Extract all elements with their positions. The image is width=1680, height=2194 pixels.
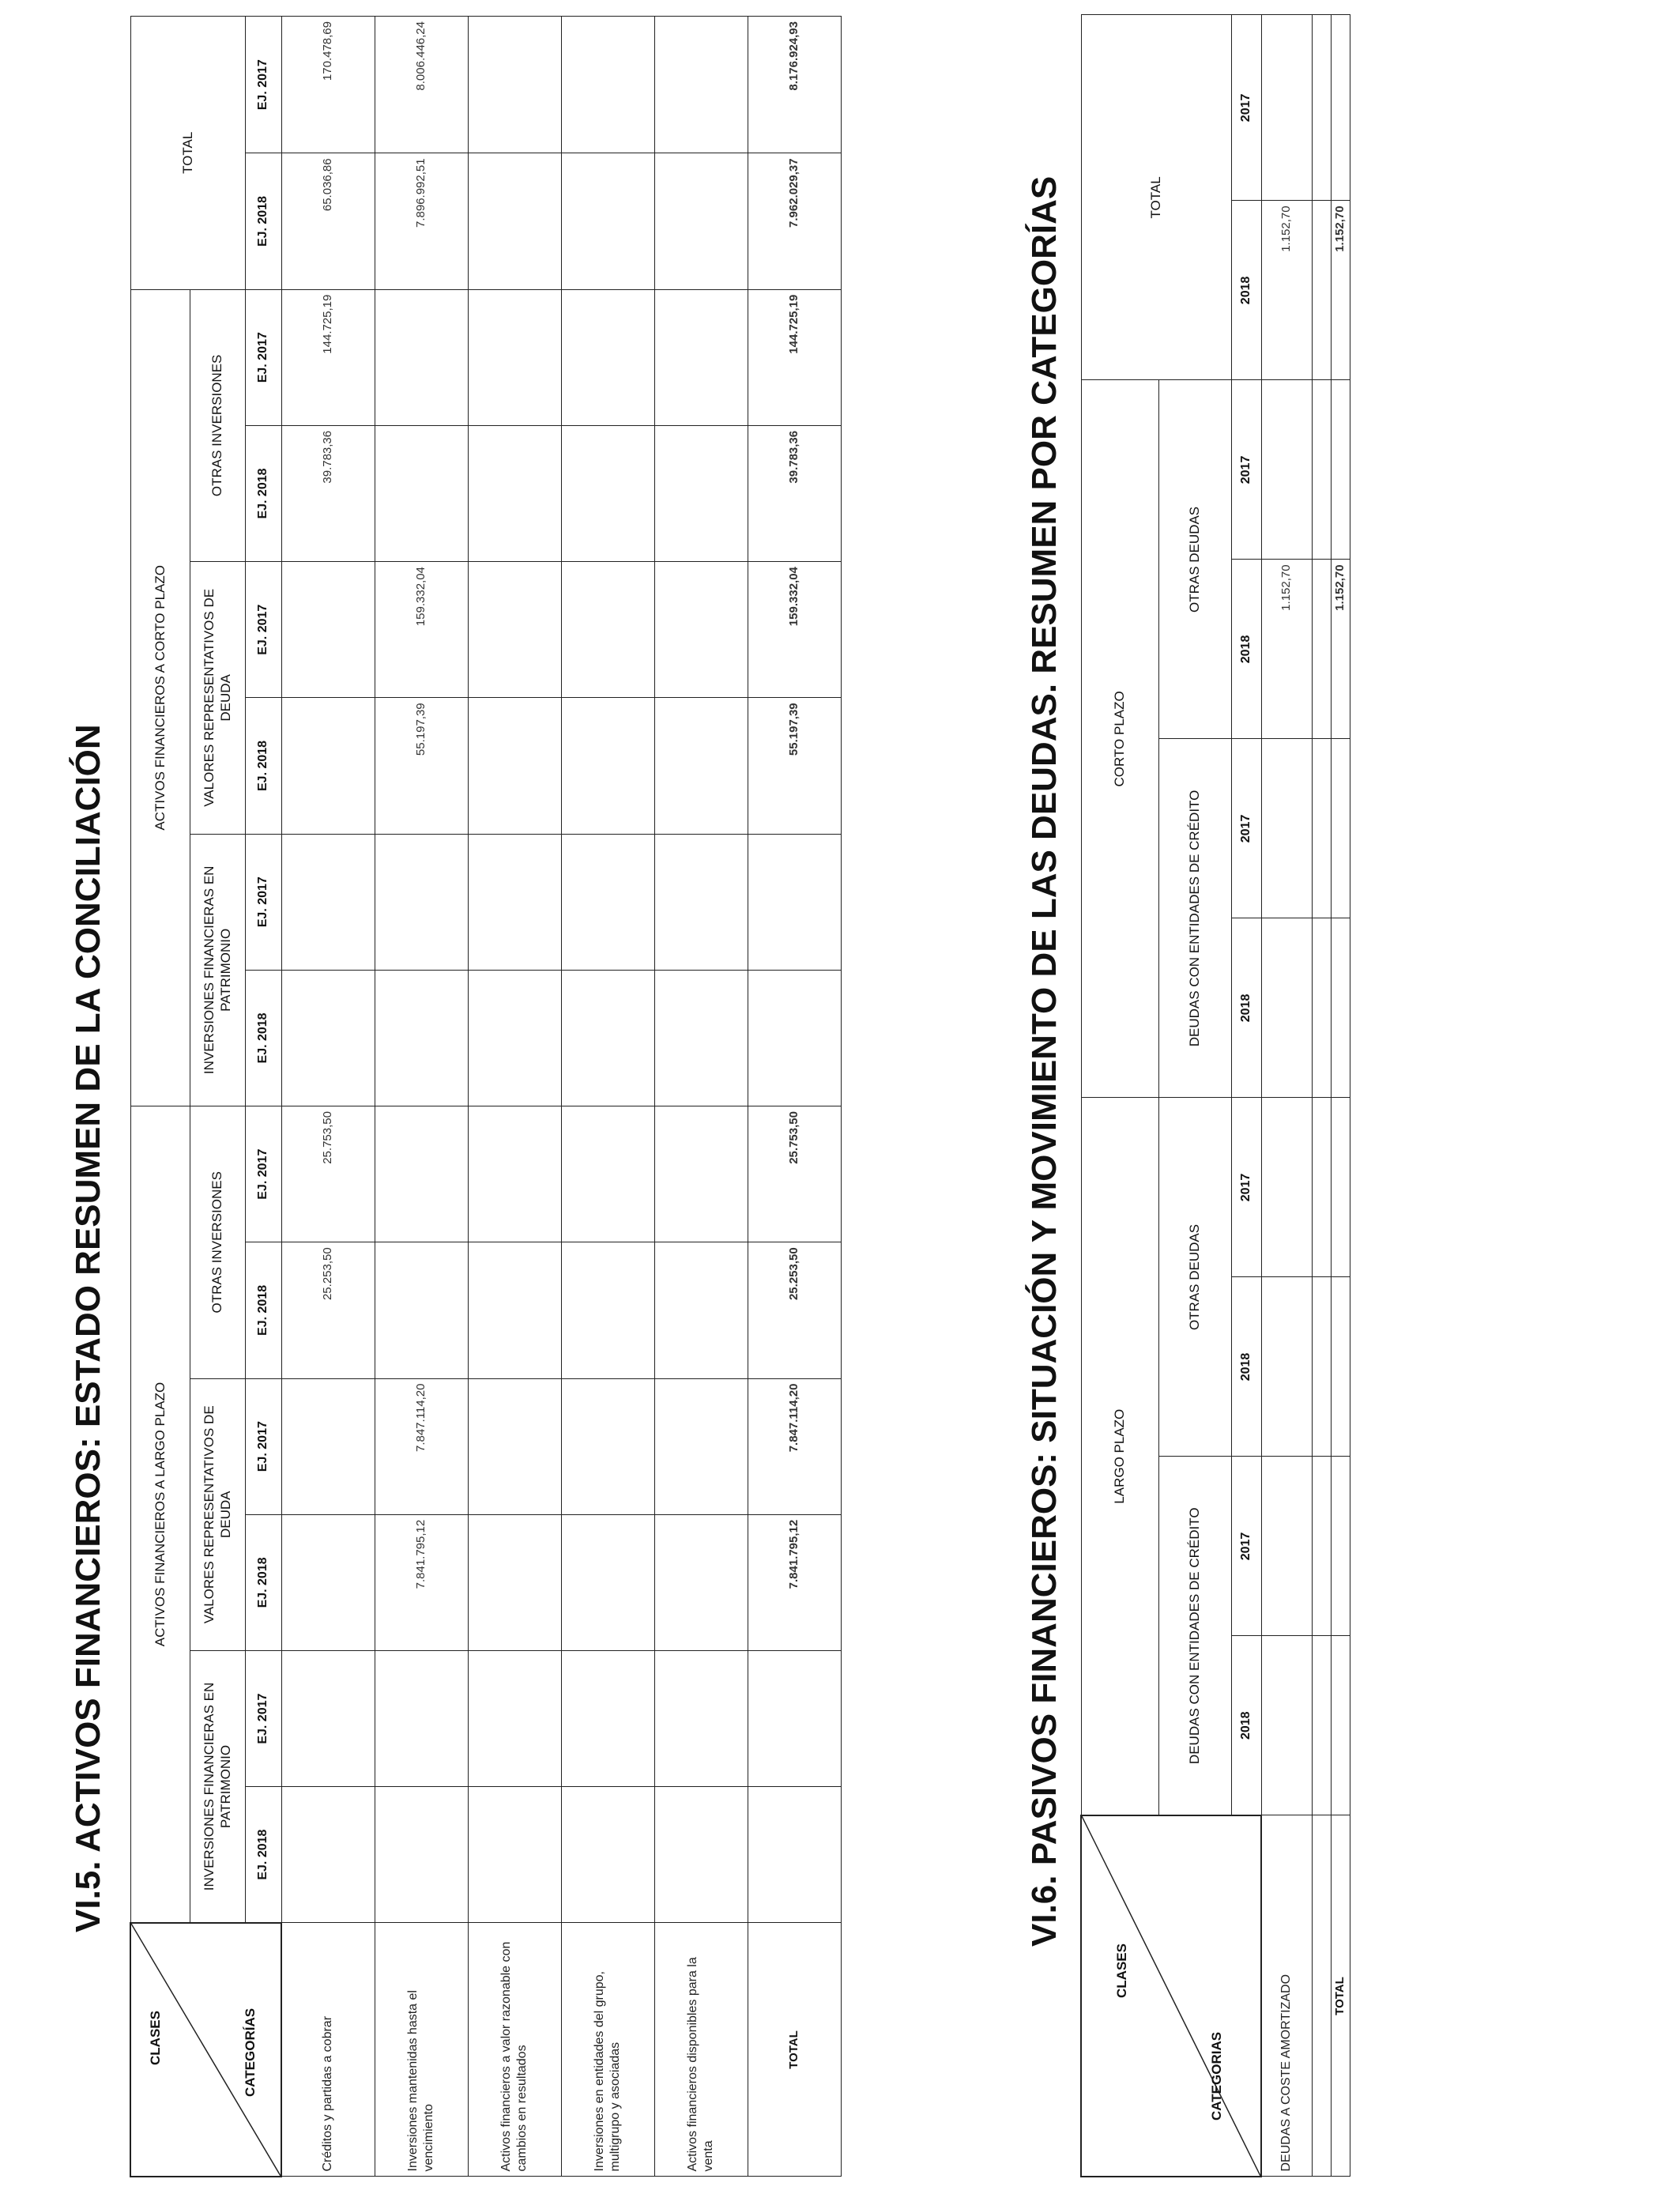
table-cell bbox=[281, 1787, 375, 1923]
table-cell bbox=[468, 698, 561, 834]
vi5-lp-otras-inversiones: OTRAS INVERSIONES bbox=[190, 1106, 245, 1378]
row-label: Activos financieros a valor razonable con cambios en resultados bbox=[468, 1923, 561, 2177]
table-cell bbox=[1261, 1277, 1312, 1457]
table-cell bbox=[281, 1651, 375, 1787]
year-header: EJ. 2017 bbox=[245, 1378, 281, 1514]
table-cell bbox=[561, 834, 654, 970]
table-cell bbox=[468, 1242, 561, 1378]
year-header: 2017 bbox=[1231, 1457, 1261, 1636]
table-cell bbox=[468, 970, 561, 1106]
table-cell: 39.783,36 bbox=[281, 425, 375, 561]
table-cell: 1.152,70 bbox=[1331, 560, 1350, 739]
table-cell bbox=[375, 1106, 468, 1242]
table-cell bbox=[375, 425, 468, 561]
table-cell bbox=[468, 425, 561, 561]
year-header: 2018 bbox=[1231, 201, 1261, 380]
table-cell bbox=[654, 834, 748, 970]
year-header: EJ. 2017 bbox=[245, 1651, 281, 1787]
table-cell bbox=[654, 17, 748, 153]
year-header: EJ. 2018 bbox=[245, 153, 281, 289]
table-cell bbox=[1261, 1098, 1312, 1277]
table-cell bbox=[654, 1242, 748, 1378]
table-cell bbox=[1261, 918, 1312, 1098]
table-cell bbox=[654, 1787, 748, 1923]
table-cell bbox=[561, 1242, 654, 1378]
table-cell bbox=[561, 153, 654, 289]
table-cell: 8.006.446,24 bbox=[375, 17, 468, 153]
vi6-title: VI.6. PASIVOS FINANCIEROS: SITUACIÓN Y MOVIMIENTO DE LAS DEUDAS. RESUMEN POR CATEGORÍAS bbox=[1025, 175, 1064, 1947]
year-header: EJ. 2018 bbox=[245, 970, 281, 1106]
table-cell bbox=[1261, 15, 1312, 201]
vi5-categorias-label: CATEGORÍAS bbox=[243, 2007, 258, 2097]
vi6-corner-cell bbox=[1081, 1815, 1261, 2177]
row-label: Activos financieros disponibles para la venta bbox=[654, 1923, 748, 2177]
vi5-cp-otras-inversiones: OTRAS INVERSIONES bbox=[190, 289, 245, 561]
table-cell bbox=[1312, 739, 1331, 918]
year-header: 2018 bbox=[1231, 1636, 1261, 1815]
year-header: EJ. 2017 bbox=[245, 562, 281, 698]
year-header: EJ. 2018 bbox=[245, 1514, 281, 1650]
table-cell: 7.841.795,12 bbox=[375, 1514, 468, 1650]
table-cell bbox=[468, 834, 561, 970]
table-cell bbox=[1312, 918, 1331, 1098]
table-cell bbox=[561, 425, 654, 561]
vi6-cp-deudas-credito: DEUDAS CON ENTIDADES DE CRÉDITO bbox=[1158, 739, 1231, 1098]
table-cell bbox=[468, 1378, 561, 1514]
vi6-cp-otras-deudas: OTRAS DEUDAS bbox=[1158, 380, 1231, 739]
table-cell bbox=[468, 1651, 561, 1787]
table-row bbox=[468, 17, 561, 2177]
table-cell bbox=[561, 1651, 654, 1787]
year-header: 2017 bbox=[1231, 15, 1261, 201]
table-cell: 1.152,70 bbox=[1261, 560, 1312, 739]
year-header: EJ. 2017 bbox=[245, 834, 281, 970]
table-cell bbox=[1312, 1098, 1331, 1277]
table-cell bbox=[375, 1242, 468, 1378]
vi5-table-wrap bbox=[130, 16, 842, 2177]
table-cell bbox=[1261, 739, 1312, 918]
table-cell bbox=[654, 153, 748, 289]
table-cell: 55.197,39 bbox=[375, 698, 468, 834]
year-header: 2018 bbox=[1231, 1277, 1261, 1457]
vi5-corner-cell bbox=[130, 1923, 281, 2177]
year-header: EJ. 2018 bbox=[245, 425, 281, 561]
table-cell bbox=[561, 17, 654, 153]
table-cell bbox=[1261, 1636, 1312, 1815]
table-cell bbox=[1312, 201, 1331, 380]
table-cell bbox=[561, 289, 654, 425]
table-cell bbox=[281, 1378, 375, 1514]
table-cell bbox=[1331, 15, 1350, 201]
year-header: 2017 bbox=[1231, 380, 1261, 560]
table-cell bbox=[748, 1787, 841, 1923]
table-cell bbox=[1331, 1636, 1350, 1815]
table-cell: 25.753,50 bbox=[281, 1106, 375, 1242]
table-cell: 7.896.992,51 bbox=[375, 153, 468, 289]
vi5-table bbox=[130, 16, 842, 2177]
vi5-cp-inv-patrimonio: INVERSIONES FINANCIERAS EN PATRIMONIO bbox=[190, 834, 245, 1106]
vi5-lp-valores-deuda: VALORES REPRESENTATIVOS DE DEUDA bbox=[190, 1378, 245, 1650]
table-cell bbox=[654, 1106, 748, 1242]
table-cell: 1.152,70 bbox=[1261, 201, 1312, 380]
vi5-corto-plazo-header: ACTIVOS FINANCIEROS A CORTO PLAZO bbox=[130, 289, 190, 1106]
table-cell bbox=[1331, 380, 1350, 560]
table-row bbox=[1261, 15, 1312, 2177]
row-label: Inversiones mantenidas hasta el vencimiento bbox=[375, 1923, 468, 2177]
vi6-body bbox=[1261, 15, 1350, 2177]
table-cell: 7.841.795,12 bbox=[748, 1514, 841, 1650]
table-cell bbox=[748, 1651, 841, 1787]
vi6-table-wrap bbox=[1080, 14, 1350, 2177]
table-cell bbox=[561, 698, 654, 834]
table-cell bbox=[281, 562, 375, 698]
table-row bbox=[654, 17, 748, 2177]
table-cell bbox=[1331, 1098, 1350, 1277]
table-row bbox=[281, 17, 375, 2177]
table-cell bbox=[281, 970, 375, 1106]
year-header: EJ. 2017 bbox=[245, 1106, 281, 1242]
vi5-body bbox=[281, 17, 841, 2177]
table-row bbox=[1331, 15, 1350, 2177]
vi5-cp-valores-deuda: VALORES REPRESENTATIVOS DE DEUDA bbox=[190, 562, 245, 834]
table-cell bbox=[561, 1514, 654, 1650]
year-header: 2018 bbox=[1231, 560, 1261, 739]
table-cell bbox=[375, 970, 468, 1106]
table-row bbox=[375, 17, 468, 2177]
table-cell: 25.753,50 bbox=[748, 1106, 841, 1242]
table-cell: 144.725,19 bbox=[281, 289, 375, 425]
row-label: TOTAL bbox=[1331, 1815, 1350, 2177]
table-cell: 7.847.114,20 bbox=[748, 1378, 841, 1514]
table-cell bbox=[281, 834, 375, 970]
row-label: Inversiones en entidades del grupo, multigrupo y asociadas bbox=[561, 1923, 654, 2177]
vi6-lp-deudas-credito: DEUDAS CON ENTIDADES DE CRÉDITO bbox=[1158, 1457, 1231, 1815]
vi6-corto-plazo-header: CORTO PLAZO bbox=[1081, 380, 1158, 1098]
table-cell: 170.478,69 bbox=[281, 17, 375, 153]
table-cell bbox=[375, 289, 468, 425]
vi6-clases-label: CLASES bbox=[1114, 1943, 1129, 1998]
table-cell bbox=[1261, 1457, 1312, 1636]
table-cell bbox=[281, 1514, 375, 1650]
table-cell bbox=[561, 562, 654, 698]
year-header: EJ. 2017 bbox=[245, 289, 281, 425]
vi5-total-header: TOTAL bbox=[130, 17, 245, 290]
vi6-largo-plazo-header: LARGO PLAZO bbox=[1081, 1098, 1158, 1815]
table-cell bbox=[748, 834, 841, 970]
table-cell bbox=[468, 289, 561, 425]
vi6-table bbox=[1080, 14, 1350, 2177]
table-cell bbox=[1312, 1636, 1331, 1815]
table-cell bbox=[654, 1514, 748, 1650]
table-cell bbox=[1312, 380, 1331, 560]
table-cell bbox=[1312, 15, 1331, 201]
table-cell bbox=[654, 1651, 748, 1787]
table-cell bbox=[654, 425, 748, 561]
table-cell bbox=[654, 289, 748, 425]
table-cell bbox=[468, 1787, 561, 1923]
table-cell bbox=[1331, 1277, 1350, 1457]
row-label: DEUDAS A COSTE AMORTIZADO bbox=[1261, 1815, 1312, 2177]
table-cell: 7.847.114,20 bbox=[375, 1378, 468, 1514]
table-cell bbox=[1312, 1277, 1331, 1457]
table-cell bbox=[561, 1787, 654, 1923]
table-cell bbox=[468, 153, 561, 289]
vi5-title: VI.5. ACTIVOS FINANCIEROS: ESTADO RESUMEN DE LA CONCILIACIÓN bbox=[69, 724, 107, 1932]
table-cell bbox=[654, 698, 748, 834]
year-header: EJ. 2017 bbox=[245, 17, 281, 153]
table-cell bbox=[654, 970, 748, 1106]
table-cell bbox=[468, 1106, 561, 1242]
table-cell: 39.783,36 bbox=[748, 425, 841, 561]
table-cell: 1.152,70 bbox=[1331, 201, 1350, 380]
table-row bbox=[561, 17, 654, 2177]
table-cell bbox=[1331, 918, 1350, 1098]
table-cell bbox=[468, 1514, 561, 1650]
table-cell bbox=[281, 698, 375, 834]
table-cell bbox=[375, 1651, 468, 1787]
table-cell: 55.197,39 bbox=[748, 698, 841, 834]
table-cell bbox=[654, 562, 748, 698]
table-cell bbox=[375, 1787, 468, 1923]
row-label bbox=[1312, 1815, 1331, 2177]
table-cell bbox=[748, 970, 841, 1106]
table-cell bbox=[1331, 1457, 1350, 1636]
row-label: TOTAL bbox=[748, 1923, 841, 2177]
year-header: EJ. 2018 bbox=[245, 1242, 281, 1378]
year-header: EJ. 2018 bbox=[245, 1787, 281, 1923]
table-cell bbox=[1312, 1457, 1331, 1636]
table-cell bbox=[375, 834, 468, 970]
year-header: 2017 bbox=[1231, 1098, 1261, 1277]
vi6-categorias-label: CATEGORIAS bbox=[1209, 2031, 1224, 2120]
table-cell bbox=[561, 970, 654, 1106]
table-cell: 25.253,50 bbox=[281, 1242, 375, 1378]
table-cell bbox=[561, 1106, 654, 1242]
table-cell bbox=[468, 562, 561, 698]
row-label: Créditos y partidas a cobrar bbox=[281, 1923, 375, 2177]
table-cell bbox=[1331, 739, 1350, 918]
table-cell: 7.962.029,37 bbox=[748, 153, 841, 289]
table-cell: 25.253,50 bbox=[748, 1242, 841, 1378]
table-cell bbox=[1261, 380, 1312, 560]
table-cell bbox=[1312, 560, 1331, 739]
table-cell: 144.725,19 bbox=[748, 289, 841, 425]
table-cell: 65.036,86 bbox=[281, 153, 375, 289]
table-row bbox=[748, 17, 841, 2177]
table-cell: 159.332,04 bbox=[375, 562, 468, 698]
year-header: EJ. 2018 bbox=[245, 698, 281, 834]
vi6-total-header: TOTAL bbox=[1081, 15, 1231, 380]
year-header: 2018 bbox=[1231, 918, 1261, 1098]
vi5-clases-label: CLASES bbox=[148, 2011, 163, 2065]
year-header: 2017 bbox=[1231, 739, 1261, 918]
table-cell bbox=[654, 1378, 748, 1514]
table-cell bbox=[468, 17, 561, 153]
table-cell: 8.176.924,93 bbox=[748, 17, 841, 153]
vi5-lp-inv-patrimonio: INVERSIONES FINANCIERAS EN PATRIMONIO bbox=[190, 1651, 245, 1923]
vi5-largo-plazo-header: ACTIVOS FINANCIEROS A LARGO PLAZO bbox=[130, 1106, 190, 1923]
table-cell: 159.332,04 bbox=[748, 562, 841, 698]
table-row bbox=[1312, 15, 1331, 2177]
vi6-lp-otras-deudas: OTRAS DEUDAS bbox=[1158, 1098, 1231, 1457]
table-cell bbox=[561, 1378, 654, 1514]
